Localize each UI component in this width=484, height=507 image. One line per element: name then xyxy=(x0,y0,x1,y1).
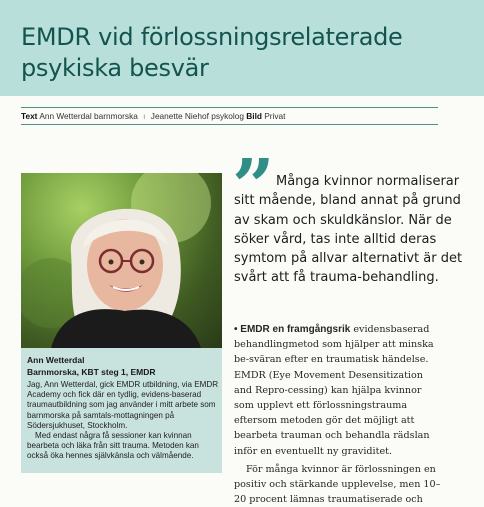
caption-body xyxy=(27,380,219,462)
top-divider xyxy=(21,107,438,108)
byline xyxy=(21,111,461,121)
photo-label: Bild xyxy=(246,111,262,121)
article-paragraph-2: För många kvinnor är förlossningen en positiv och stärkande upplevelse, men 10–20 procent lämnas traumatiserade och xyxy=(234,463,441,506)
author-credit-1: Ann Wetterdal barnmorska xyxy=(39,111,138,121)
caption-name: Ann Wetterdal xyxy=(27,355,85,365)
text-label: Text xyxy=(21,111,38,121)
caption-paragraph-1: Jag, Ann Wetterdal, gick EMDR utbildning, via EMDR Academy och fick där en tydlig, evidens-baserad traumautbildning som jag använder i mitt arbete som barnmorska på samtals-mottagningen på Södersjukhuset, Stockholm. xyxy=(27,380,219,430)
portrait-photo xyxy=(21,173,222,348)
article-body xyxy=(234,322,444,507)
byline-separator: ı xyxy=(143,111,146,121)
article-lead: • EMDR en framgångsrik xyxy=(234,324,351,335)
bottom-divider xyxy=(21,124,438,125)
pull-quote: Många kvinnor normaliserar sitt mående, bland annat på grund av skam och skuldkänslor. När de söker vård, tas inte alltid deras symtom på allvar alternativt är det svårt att få trauma-behandling. xyxy=(234,174,463,286)
caption-role: Barnmorska, KBT steg 1, EMDR xyxy=(27,367,156,377)
article-paragraph-1-text: evidensbaserad behandlingmetod som hjälper att minska be-sväran efter en traumatisk händelse. EMDR (Eye Movement Desensitization and Repro-cessing) kan hjälpa kvinnor som upplevt ett förlossningstrauma eftersom metoden gör det möjligt att bearbeta trauman och behandla rädslan inför en eventuellt ny graviditet. xyxy=(234,324,434,457)
portrait-illustration xyxy=(21,173,222,348)
article-paragraph-1 xyxy=(234,322,444,459)
article-title: EMDR vid förlossningsrelaterade psykiska besvär xyxy=(21,23,403,82)
caption-paragraph-2: Med endast några få sessioner kan kvinnan bearbeta och läka från sitt trauma. Metoden kan också öka hennes självkänsla och välmående. xyxy=(27,431,199,461)
author-credit-2: Jeanette Niehof psykolog xyxy=(150,111,244,121)
closing-quote-mark-icon: ” xyxy=(232,144,275,230)
photo-credit: Privat xyxy=(264,111,286,121)
